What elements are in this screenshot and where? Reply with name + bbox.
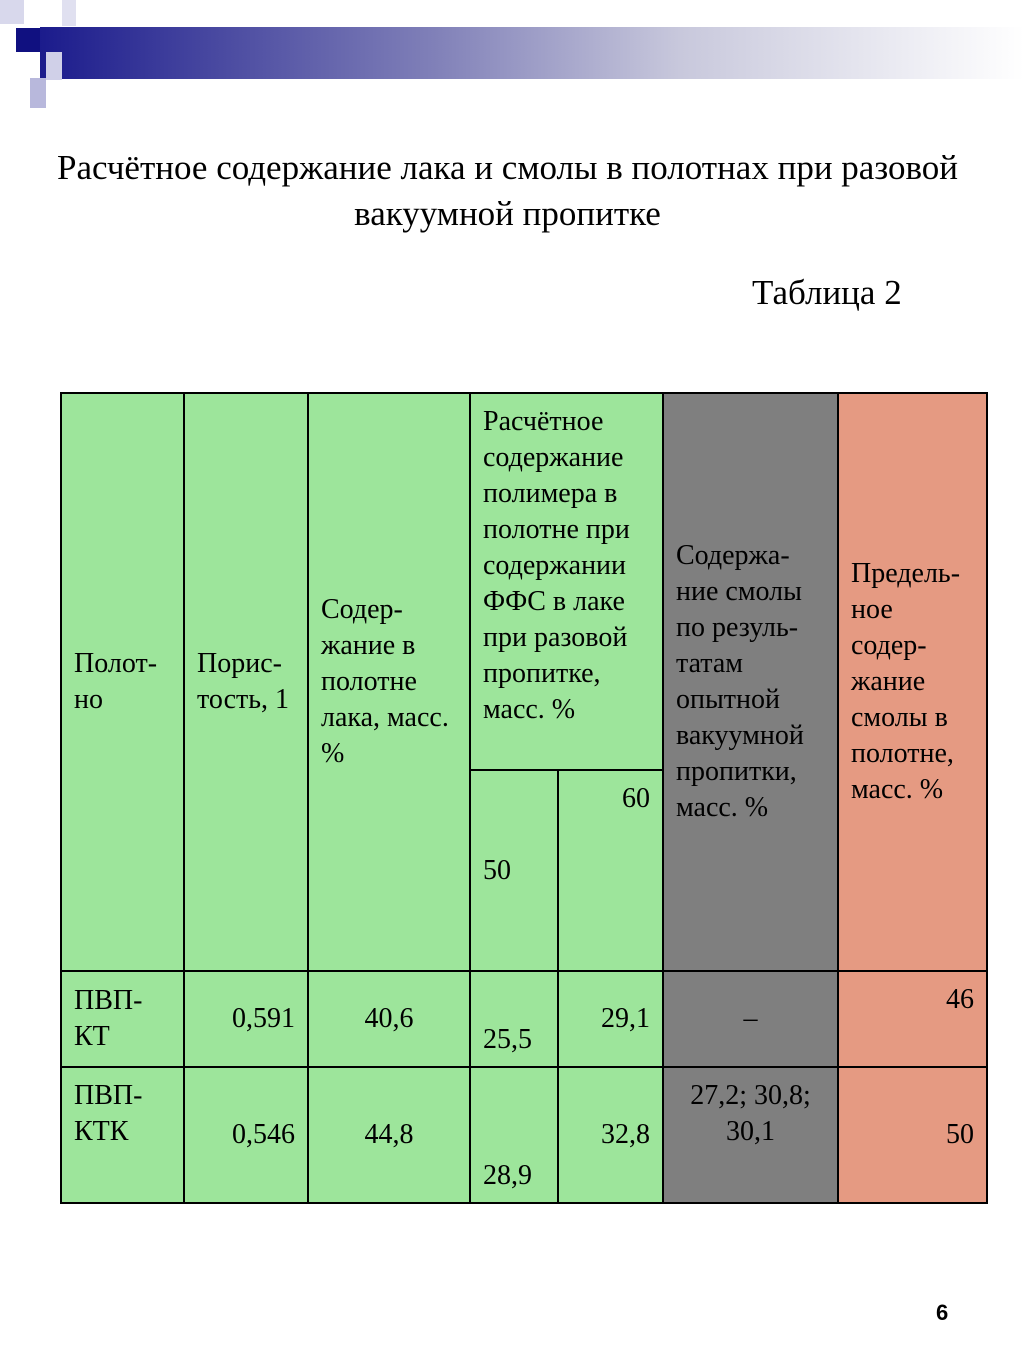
cell-lacquer: 40,6 (308, 971, 470, 1067)
cell-limit: 46 (838, 971, 987, 1067)
header-sub-60: 60 (558, 770, 663, 971)
table-row (61, 1067, 987, 1203)
cell-c60: 32,8 (558, 1067, 663, 1203)
cell-lacquer: 44,8 (308, 1067, 470, 1203)
decor-square (62, 0, 76, 26)
cell-fabric: ПВП-КТ (61, 971, 184, 1067)
header-gradient-bar (40, 27, 1024, 79)
header-sub-50: 50 (470, 770, 558, 971)
page-number: 6 (936, 1300, 949, 1325)
cell-porosity: 0,546 (184, 1067, 308, 1203)
cell-limit: 50 (838, 1067, 987, 1203)
decor-square (30, 78, 46, 108)
header-limit: Предель-ное содер-жание смолы в полотне, масс. % (838, 393, 987, 971)
data-table (60, 392, 988, 1204)
cell-c60: 29,1 (558, 971, 663, 1067)
cell-c50: 28,9 (470, 1067, 558, 1203)
decor-square (16, 28, 40, 52)
table-row (61, 971, 987, 1067)
decor-square (46, 52, 62, 80)
header-fabric: Полот-но (61, 393, 184, 971)
header-calc-polymer: Расчётное содержание полимера в полотне при содержании ФФС в лаке при разовой пропитке, масс. % (470, 393, 663, 770)
table-label: Таблица 2 (752, 273, 902, 312)
cell-porosity: 0,591 (184, 971, 308, 1067)
cell-fabric: ПВП-КТК (61, 1067, 184, 1203)
cell-experimental: 27,2; 30,8; 30,1 (663, 1067, 838, 1203)
header-experimental: Содержа-ние смолы по резуль-татам опытной вакуумной пропитки, масс. % (663, 393, 838, 971)
slide-title: Расчётное содержание лака и смолы в полотнах при разовой вакуумной пропитке (57, 148, 958, 233)
header-lacquer: Содер-жание в полотне лака, масс. % (308, 393, 470, 971)
cell-experimental: – (663, 971, 838, 1067)
cell-c50: 25,5 (470, 971, 558, 1067)
header-porosity: Порис-тость, 1 (184, 393, 308, 971)
decor-square (0, 0, 24, 24)
